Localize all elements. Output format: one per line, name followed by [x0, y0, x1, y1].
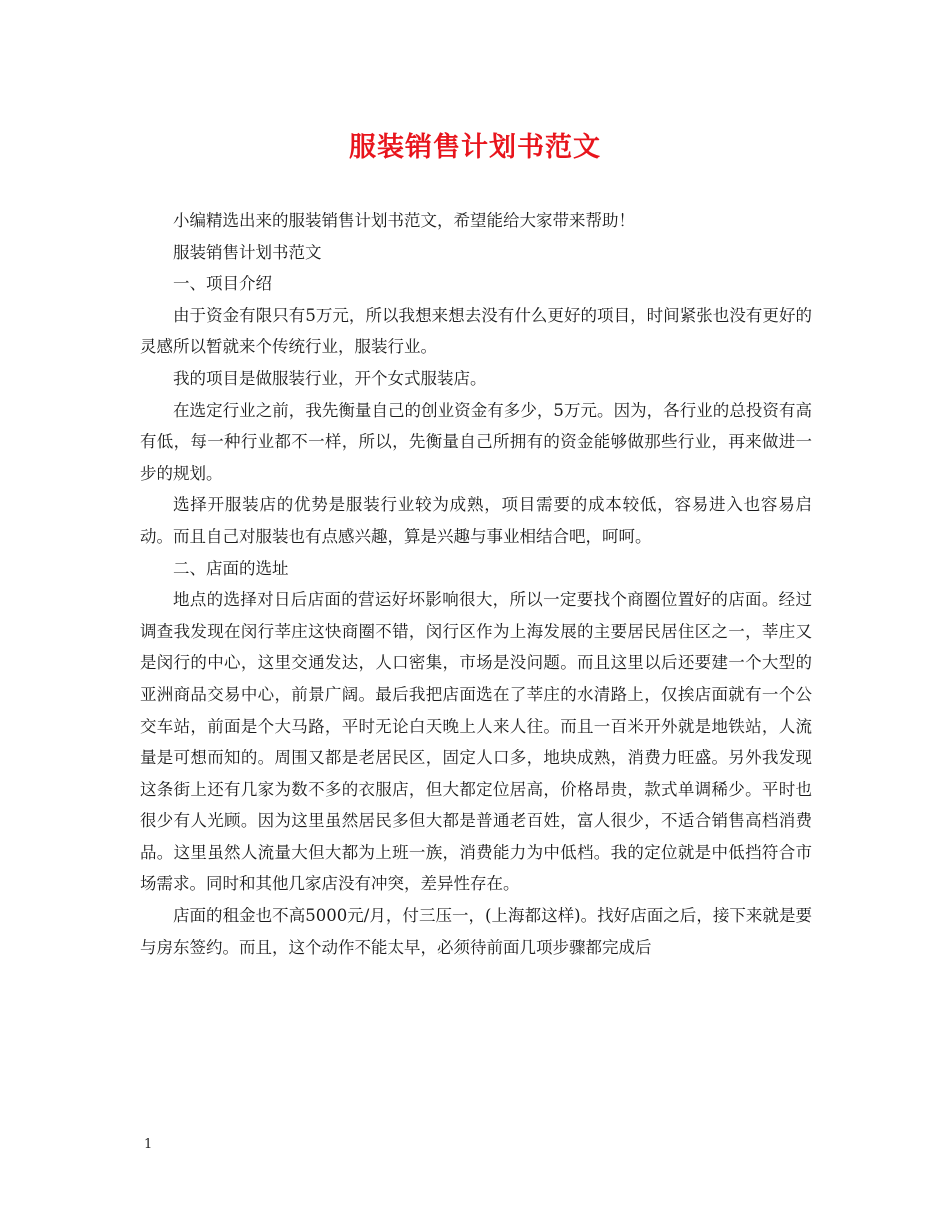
paragraph-advantages: 选择开服装店的优势是服装行业较为成熟，项目需要的成本较低，容易进入也容易启动。而且自己对服装也有点感兴趣，算是兴趣与事业相结合吧，呵呵。: [140, 495, 812, 546]
paragraph-subtitle: 服装销售计划书范文: [173, 242, 322, 262]
paragraph-rent: 店面的租金也不高5000元/月，付三压一，(上海都这样)。找好店面之后，接下来就是要与房东签约。而且，这个动作不能太早，必须待前面几项步骤都完成后: [140, 906, 812, 957]
section-heading-project-intro: 一、项目介绍: [173, 274, 272, 294]
paragraph-budget: 在选定行业之前，我先衡量自己的创业资金有多少，5万元。因为，各行业的总投资有高有低，每一种行业都不一样，所以，先衡量自己所拥有的资金能够做那些行业，再来做进一步的规划。: [140, 400, 812, 483]
page-number: 1: [144, 1137, 153, 1152]
document-body: [140, 205, 812, 963]
paragraph-location: 地点的选择对日后店面的营运好坏影响很大，所以一定要找个商圈位置好的店面。经过调查我发现在闵行莘庄这快商圈不错，闵行区作为上海发展的主要居民居住区之一，莘庄又是闵行的中心，这里交通发达，人口密集，市场是没问题。而且这里以后还要建一个大型的亚洲商品交易中心，前景广阔。最后我把店面选在了莘庄的水清路上，仅挨店面就有一个公交车站，前面是个大马路，平时无论白天晚上人来人往。而且一百米开外就是地铁站，人流量是可想而知的。周围又都是老居民区，固定人口多，地块成熟，消费力旺盛。另外我发现这条街上还有几家为数不多的衣服店，但大都定位居高，价格昂贵，款式单调稀少。平时也很少有人光顾。因为这里虽然居民多但大都是普通老百姓，富人很少，不适合销售高档消费品。这里虽然人流量大但大都为上班一族，消费能力为中低档。我的定位就是中低挡符合市场需求。同时和其他几家店没有冲突，差异性存在。: [140, 590, 812, 894]
section-heading-location: 二、店面的选址: [173, 558, 289, 578]
document-title: 服装销售计划书范文: [349, 132, 601, 163]
paragraph-intro: 小编精选出来的服装销售计划书范文，希望能给大家带来帮助！: [173, 211, 635, 230]
paragraph-funding: 由于资金有限只有5万元，所以我想来想去没有什么更好的项目，时间紧张也没有更好的灵感所以暂就来个传统行业，服装行业。: [140, 305, 812, 357]
paragraph-project: 我的项目是做服装行业，开个女式服装店。: [173, 368, 487, 388]
